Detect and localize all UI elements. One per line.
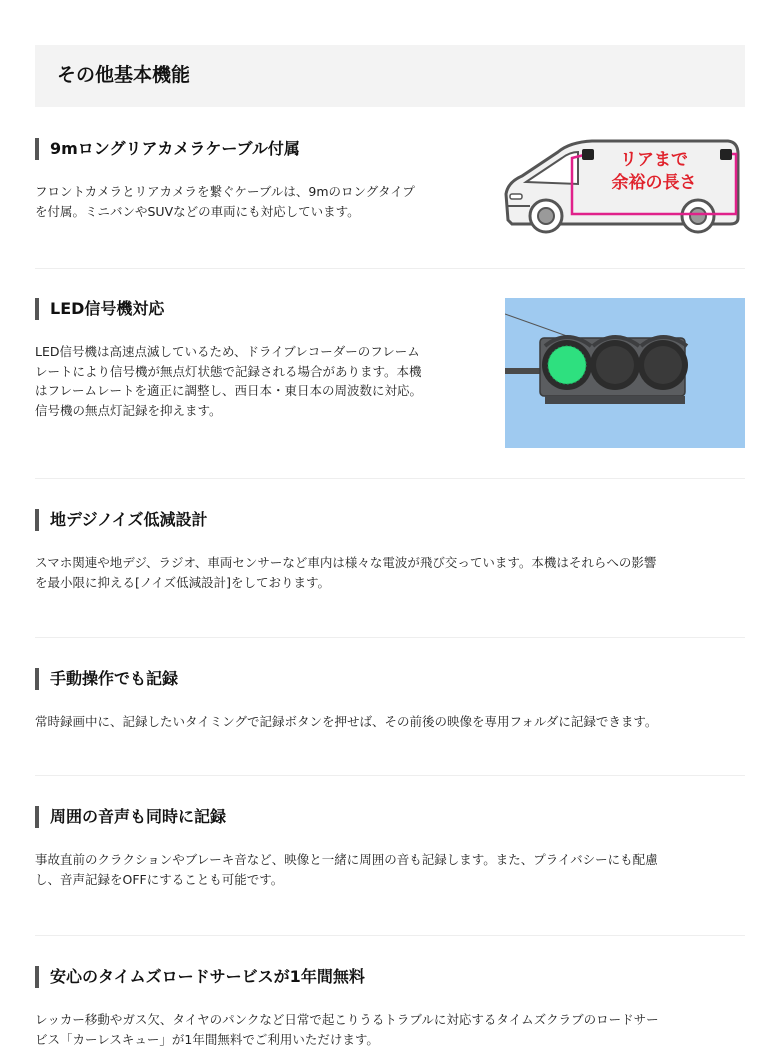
section-audio-record bbox=[35, 806, 745, 889]
section-divider bbox=[35, 637, 745, 638]
section-divider bbox=[35, 478, 745, 479]
body-line: し、音声記録をOFFにすることも可能です。 bbox=[35, 871, 284, 887]
body-line: はフレームレートを適正に調整し、西日本・東日本の周波数に対応。 bbox=[35, 383, 423, 398]
section-divider bbox=[35, 935, 745, 936]
section-heading: 安心のタイムズロードサービスが1年間無料 bbox=[35, 966, 745, 988]
page-header bbox=[35, 45, 745, 107]
section-noise-reduction bbox=[35, 509, 745, 592]
section-heading: 周囲の音声も同時に記録 bbox=[35, 806, 745, 828]
section-divider bbox=[35, 268, 745, 269]
section-manual-record bbox=[35, 668, 745, 732]
section-heading: 手動操作でも記録 bbox=[35, 668, 745, 690]
red-signal-lamp bbox=[644, 346, 682, 384]
section-body bbox=[35, 712, 745, 732]
section-heading: LED信号機対応 bbox=[35, 298, 745, 320]
body-line: ビス「カーレスキュー」が1年間無料でご利用いただけます。 bbox=[35, 1031, 379, 1047]
traffic-signal-photo bbox=[505, 298, 745, 448]
section-body bbox=[35, 182, 475, 221]
section-body bbox=[35, 1010, 745, 1049]
illustration-caption-line2: 余裕の長さ bbox=[611, 173, 697, 193]
section-road-service bbox=[35, 966, 745, 1049]
section-divider bbox=[35, 775, 745, 776]
body-line: を付属。ミニバンやSUVなどの車両にも対応しています。 bbox=[35, 203, 360, 219]
rear-camera-icon bbox=[720, 149, 732, 160]
section-body bbox=[35, 553, 745, 592]
body-line: レートにより信号機が無点灯状態で記録される場合があります。本機 bbox=[35, 363, 422, 379]
body-line: 信号機の無点灯記録を抑えます。 bbox=[35, 402, 222, 418]
page-title: その他基本機能 bbox=[57, 64, 191, 86]
body-line: スマホ関連や地デジ、ラジオ、車両センサーなど車内は様々な電波が飛び交っています。本機はそれらへの影響 bbox=[35, 555, 657, 570]
yellow-signal-lamp bbox=[596, 346, 634, 384]
section-heading: 9mロングリアカメラケーブル付属 bbox=[35, 138, 745, 160]
body-line: フロントカメラとリアカメラを繋ぐケーブルは、9mのロングタイプ bbox=[35, 184, 415, 199]
body-line: を最小限に抑える[ノイズ低減設計]をしております。 bbox=[35, 574, 331, 590]
body-line: 常時録画中に、記録したいタイミングで記録ボタンを押せば、その前後の映像を専用フォルダに記録できます。 bbox=[35, 714, 658, 729]
section-body bbox=[35, 850, 745, 889]
body-line: 事故直前のクラクションやブレーキ音など、映像と一緒に周囲の音も記録します。また、プライバシーにも配慮 bbox=[35, 852, 658, 867]
body-line: レッカー移動やガス欠、タイヤのパンクなど日常で起こりうるトラブルに対応するタイムズクラブのロードサー bbox=[35, 1012, 659, 1027]
front-camera-icon bbox=[582, 149, 594, 160]
section-body bbox=[35, 342, 475, 420]
illustration-caption-line1: リアまで bbox=[620, 150, 688, 170]
body-line: LED信号機は高速点滅しているため、ドライブレコーダーのフレーム bbox=[35, 344, 420, 359]
section-heading: 地デジノイズ低減設計 bbox=[35, 509, 745, 531]
minivan-cable-illustration bbox=[500, 132, 745, 237]
